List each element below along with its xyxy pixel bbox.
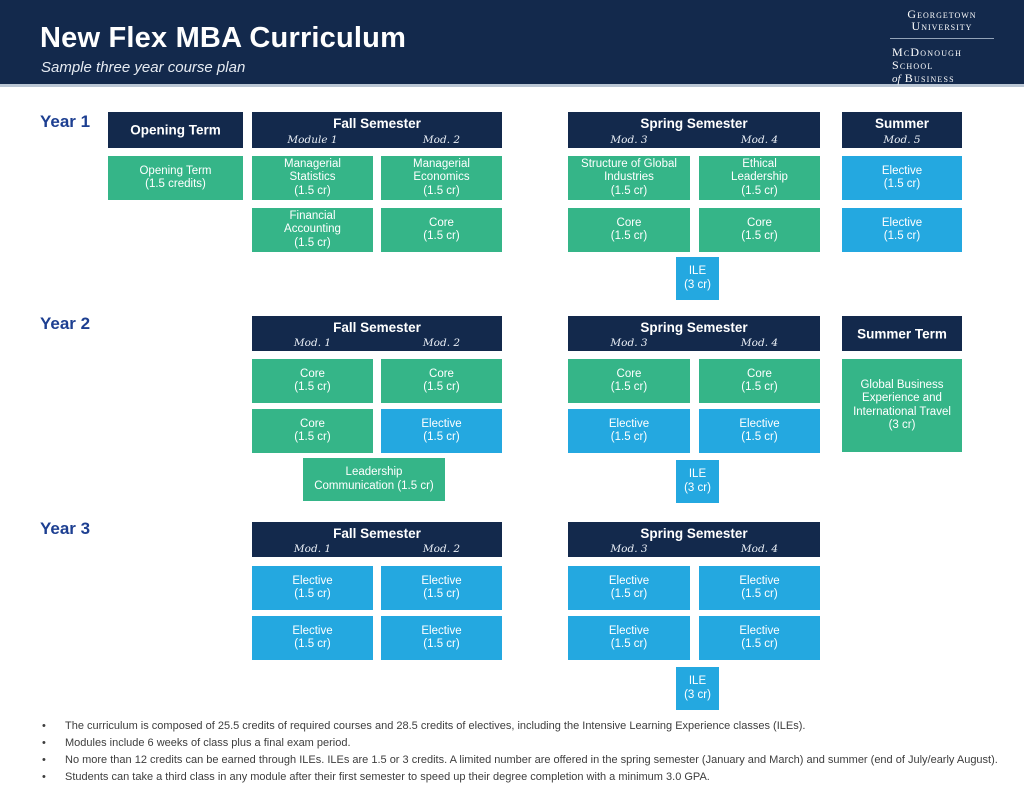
semester-header (252, 522, 502, 557)
course-line: (1.5 cr) (294, 184, 331, 197)
course-box (842, 208, 962, 252)
module-label: Mod. 4 (740, 134, 779, 146)
course-box (381, 359, 502, 403)
course-line: Industries (604, 171, 654, 184)
course-line: (1.5 cr) (610, 381, 648, 393)
logo-business-word: Business (904, 71, 955, 85)
footnote-item (42, 720, 1004, 732)
course-line: Core (429, 216, 454, 229)
page-title: New Flex MBA Curriculum (40, 22, 407, 54)
course-box (568, 156, 690, 200)
course-line: Economics (413, 171, 470, 184)
course-line: (3 cr) (888, 419, 916, 431)
course-box (699, 156, 820, 200)
module-label: Mod. 1 (293, 337, 332, 349)
semester-header (108, 112, 243, 148)
course-line: Ethical (742, 157, 777, 170)
course-line: Core (300, 367, 325, 380)
georgetown-logo (886, 8, 998, 86)
course-line: (1.5 cr) (294, 588, 331, 600)
course-line: Elective (739, 417, 780, 430)
course-line: Core (300, 417, 325, 430)
semester-title: Spring Semester (640, 526, 748, 541)
course-box (381, 208, 502, 252)
module-label: Mod. 2 (422, 543, 461, 555)
course-line: Elective (292, 574, 333, 587)
ile-box (676, 667, 719, 710)
course-line: Communication (1.5 cr) (314, 479, 434, 492)
course-box (842, 156, 962, 200)
module-label: Mod. 4 (740, 337, 779, 349)
course-line: (1.5 cr) (610, 431, 648, 443)
course-line: Core (429, 367, 454, 380)
course-line: (1.5 cr) (741, 230, 778, 242)
course-box (842, 359, 962, 452)
page-subtitle: Sample three year course plan (41, 59, 246, 76)
course-line: Leadership (731, 171, 788, 184)
course-box (568, 208, 690, 252)
course-box (381, 566, 502, 610)
year-label: Year 3 (40, 519, 91, 538)
module-label: Mod. 3 (610, 543, 648, 555)
course-box (252, 566, 373, 610)
semester-header (568, 112, 820, 148)
course-line: (1.5 cr) (423, 184, 460, 197)
logo-school-line2: School (892, 58, 934, 72)
course-line: Core (747, 216, 772, 229)
course-line: Elective (608, 624, 650, 637)
course-box (568, 566, 690, 610)
course-line: Accounting (284, 223, 341, 236)
footnote-item (42, 771, 1004, 783)
course-line: Elective (421, 574, 462, 587)
semester-header (568, 316, 820, 351)
course-line: Elective (421, 417, 462, 430)
footnote-text: • Students can take a third class in any module after their first semester to speed up their degree completion with a minimum 3.0 GPA. (65, 771, 710, 783)
course-box (699, 409, 820, 453)
module-label: Module 1 (287, 134, 338, 146)
course-box (568, 359, 690, 403)
logo-school-line3 (892, 72, 998, 86)
course-line: Managerial (284, 157, 341, 170)
course-box (381, 616, 502, 660)
course-line: (1.5 cr) (741, 588, 778, 600)
course-box (303, 458, 445, 501)
course-line: Global Business (860, 378, 944, 391)
course-line: (1.5 cr) (423, 588, 460, 600)
course-line: Leadership (345, 466, 403, 478)
course-line: (1.5 cr) (741, 431, 778, 443)
course-line: (1.5 cr) (741, 184, 778, 197)
logo-divider (890, 38, 994, 39)
course-line: (3 cr) (684, 278, 711, 291)
course-box (699, 566, 820, 610)
logo-university-line1: Georgetown (907, 7, 977, 21)
course-line: (1.5 cr) (294, 381, 331, 393)
module-label: Mod. 3 (610, 134, 648, 146)
course-line: (1.5 cr) (423, 638, 460, 650)
semester-title: Fall Semester (333, 320, 421, 335)
course-line: Elective (739, 574, 780, 587)
page-header (0, 0, 1024, 87)
course-line: Experience and (862, 392, 942, 404)
course-line: (3 cr) (684, 481, 711, 494)
year-label: Year 2 (40, 314, 91, 333)
logo-university-line2: University (911, 19, 973, 33)
footnote-text: • The curriculum is composed of 25.5 credits of required courses and 28.5 credits of electives, including the Intensive Learning Experience classes (ILEs). (65, 720, 806, 732)
course-line: Elective (881, 216, 923, 229)
course-line: (1.5 cr) (294, 638, 331, 650)
course-line: (1.5 cr) (883, 178, 921, 190)
semester-title: Summer Term (857, 326, 947, 341)
semester-title: Opening Term (130, 122, 221, 138)
course-box (568, 409, 690, 453)
course-line: (1.5 cr) (423, 431, 460, 443)
semester-header (252, 316, 502, 351)
footnote-text: • No more than 12 credits can be earned through ILEs. ILEs are 1.5 or 3 credits. A limited number are offered in the spring semester (January and March) and summer (end of July/early August). (65, 754, 998, 766)
course-line: (1.5 cr) (294, 236, 331, 249)
course-line: (1.5 cr) (741, 638, 778, 650)
course-line: (1.5 cr) (610, 588, 648, 600)
module-label: Mod. 2 (422, 337, 461, 349)
module-label: Mod. 5 (883, 134, 921, 146)
course-line: Elective (608, 574, 650, 587)
course-line: (1.5 cr) (294, 431, 331, 443)
course-line: Elective (608, 417, 650, 430)
course-line: Core (747, 367, 772, 380)
semester-title: Fall Semester (333, 116, 421, 131)
semester-title: Fall Semester (333, 526, 421, 541)
course-line: (3 cr) (684, 688, 711, 701)
course-line: (1.5 cr) (741, 381, 778, 393)
course-box (108, 156, 243, 200)
course-line: ILE (688, 265, 707, 277)
course-line: International Travel (853, 405, 951, 418)
course-line: (1.5 cr) (883, 230, 921, 242)
course-line: (1.5 cr) (610, 230, 648, 242)
course-line: Elective (421, 624, 462, 637)
logo-of-word: of (892, 73, 901, 85)
course-line: Financial (289, 209, 336, 222)
course-line: (1.5 cr) (610, 638, 648, 650)
module-label: Mod. 1 (293, 543, 332, 555)
course-box (699, 616, 820, 660)
course-line: Core (616, 216, 642, 229)
course-box (252, 359, 373, 403)
semester-header (842, 316, 962, 351)
course-box (252, 208, 373, 252)
ile-box (676, 257, 719, 300)
module-label: Mod. 4 (740, 543, 779, 555)
course-box (381, 409, 502, 453)
course-box (699, 208, 820, 252)
footnote-text: • Modules include 6 weeks of class plus a final exam period. (65, 737, 351, 749)
logo-school-line1: McDonough (892, 45, 963, 59)
footnotes-list (42, 720, 1004, 788)
course-line: ILE (688, 468, 707, 480)
course-box (252, 409, 373, 453)
year-label: Year 1 (40, 112, 91, 131)
course-box (568, 616, 690, 660)
course-line: (1.5 cr) (423, 381, 460, 393)
module-label: Mod. 2 (422, 134, 461, 146)
course-line: Managerial (413, 157, 470, 170)
course-line: Core (616, 367, 642, 380)
footnote-item (42, 737, 1004, 749)
course-line: Opening Term (139, 164, 212, 177)
course-line: Elective (881, 164, 923, 177)
module-label: Mod. 3 (610, 337, 648, 349)
course-box (699, 359, 820, 403)
course-line: (1.5 credits) (145, 178, 206, 190)
semester-header (842, 112, 962, 148)
semester-title: Spring Semester (640, 116, 748, 131)
ile-box (676, 460, 719, 503)
course-line: Elective (739, 624, 780, 637)
footnote-item (42, 754, 1004, 766)
semester-header (568, 522, 820, 557)
course-line: Structure of Global (581, 157, 677, 170)
course-box (381, 156, 502, 200)
course-line: Statistics (289, 171, 336, 184)
course-line: (1.5 cr) (423, 230, 460, 242)
semester-title: Spring Semester (640, 320, 748, 335)
course-box (252, 156, 373, 200)
course-line: Elective (292, 624, 333, 637)
course-line: (1.5 cr) (610, 184, 648, 197)
semester-header (252, 112, 502, 148)
course-box (252, 616, 373, 660)
course-line: ILE (688, 675, 707, 687)
semester-title: Summer (874, 116, 930, 131)
